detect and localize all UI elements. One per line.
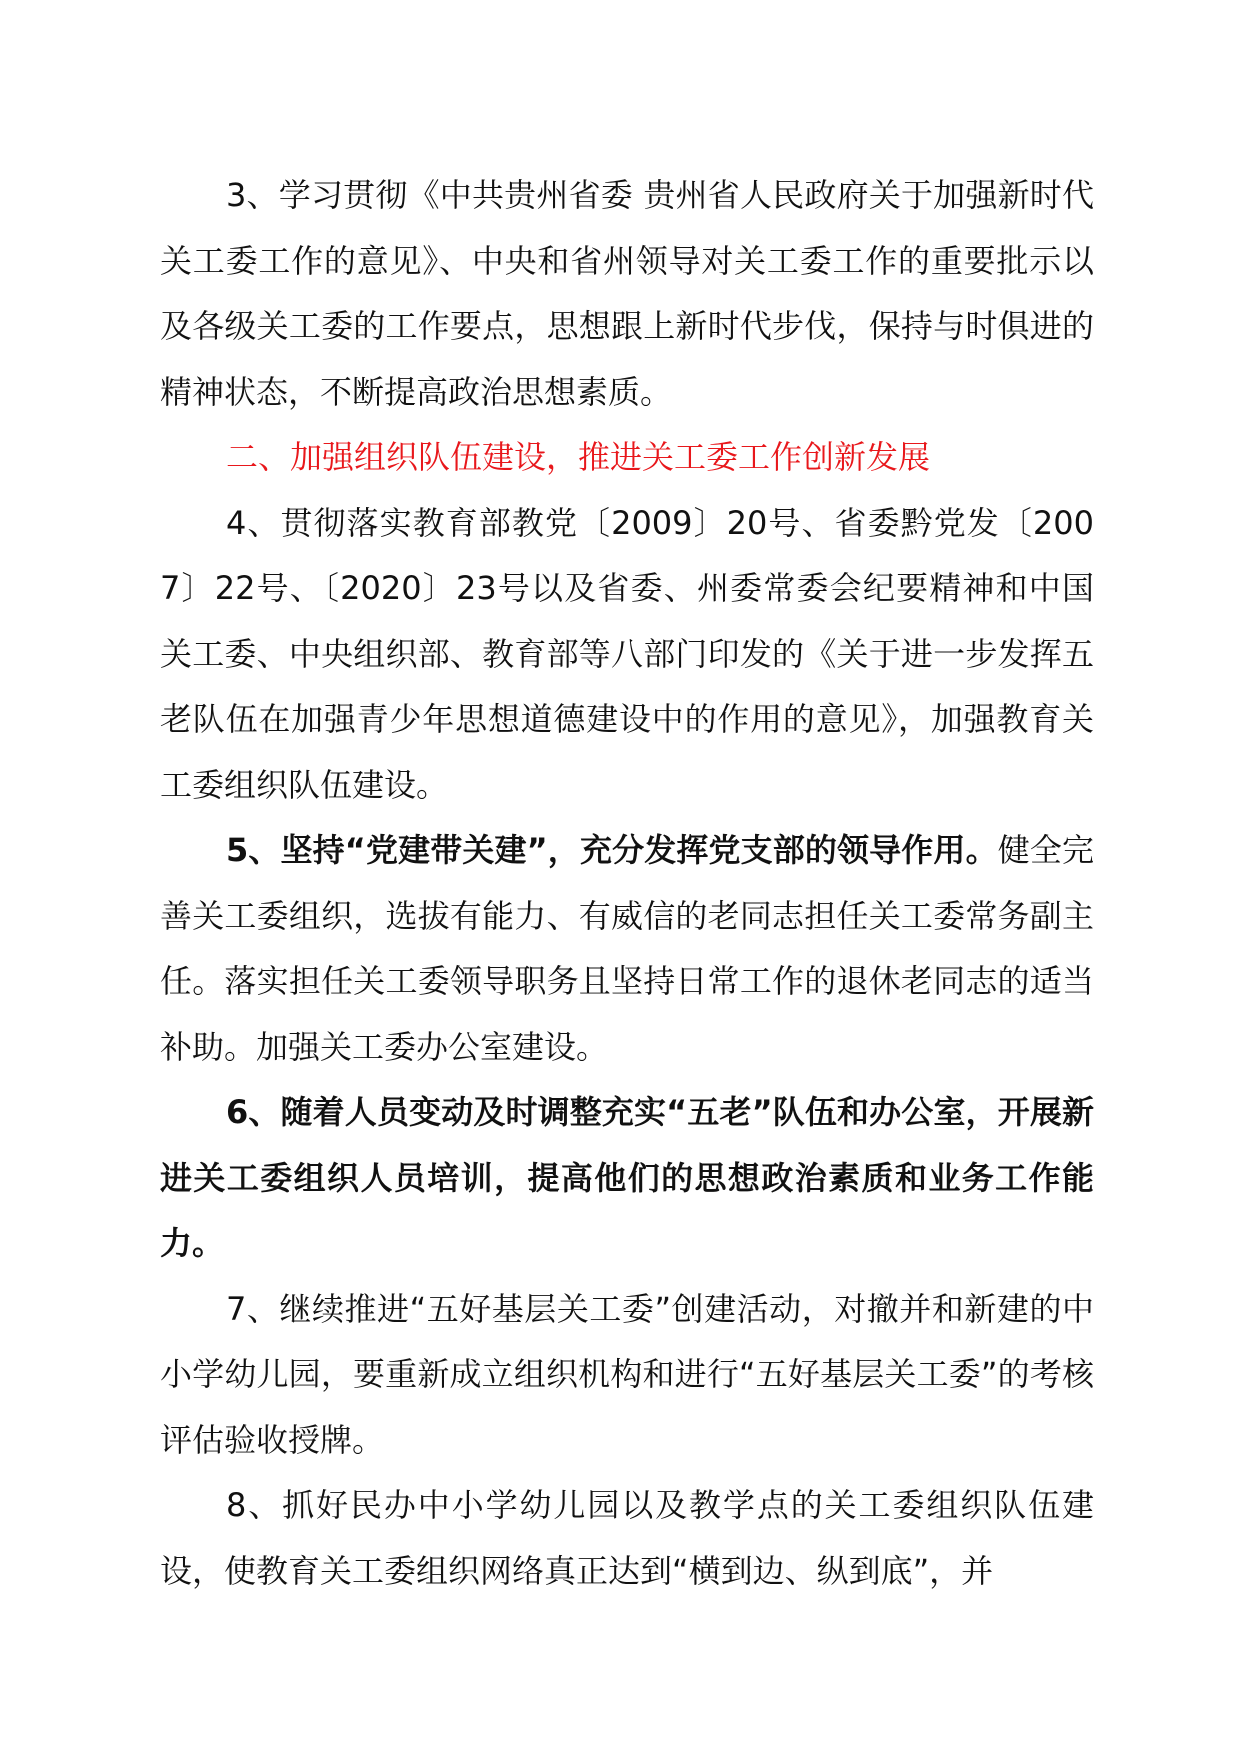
document-page [160,163,1094,1604]
paragraph-5 [160,818,1094,1080]
section-heading-2: 二、加强组织队伍建设，推进关工委工作创新发展 [226,438,931,476]
paragraph-4: 4、贯彻落实教育部教党〔2009〕20号、省委黔党发〔2007〕22号、〔2020〕23号以及省委、州委常委会纪要精神和中国关工委、中央组织部、教育部等八部门印发的《关于进一步发挥五老队伍在加强青少年思想道德建设中的作用的意见》，加强教育关工委组织队伍建设。 [160,503,1094,804]
paragraph-8: 8、抓好民办中小学幼儿园以及教学点的关工委组织队伍建设，使教育关工委组织网络真正达到“横到边、纵到底”，并 [160,1486,1094,1590]
paragraph-5-body: 健全完善关工委组织，选拔有能力、有威信的老同志担任关工委常务副主任。落实担任关工委领导职务且坚持日常工作的退休老同志的适当补助。加强关工委办公室建设。 [160,831,1094,1066]
paragraph-5-lead: 5、坚持“党建带关建”，充分发挥党支部的领导作用。 [226,831,998,869]
paragraph-6: 6、随着人员变动及时调整充实“五老”队伍和办公室，开展新进关工委组织人员培训，提高他们的思想政治素质和业务工作能力。 [160,1093,1094,1262]
paragraph-3: 3、学习贯彻《中共贵州省委 贵州省人民政府关于加强新时代关工委工作的意见》、中央和省州领导对关工委工作的重要批示以及各级关工委的工作要点，思想跟上新时代步伐，保持与时俱进的精神状态，不断提高政治思想素质。 [160,176,1094,411]
paragraph-7: 7、继续推进“五好基层关工委”创建活动，对撤并和新建的中小学幼儿园，要重新成立组织机构和进行“五好基层关工委”的考核评估验收授牌。 [160,1289,1094,1459]
